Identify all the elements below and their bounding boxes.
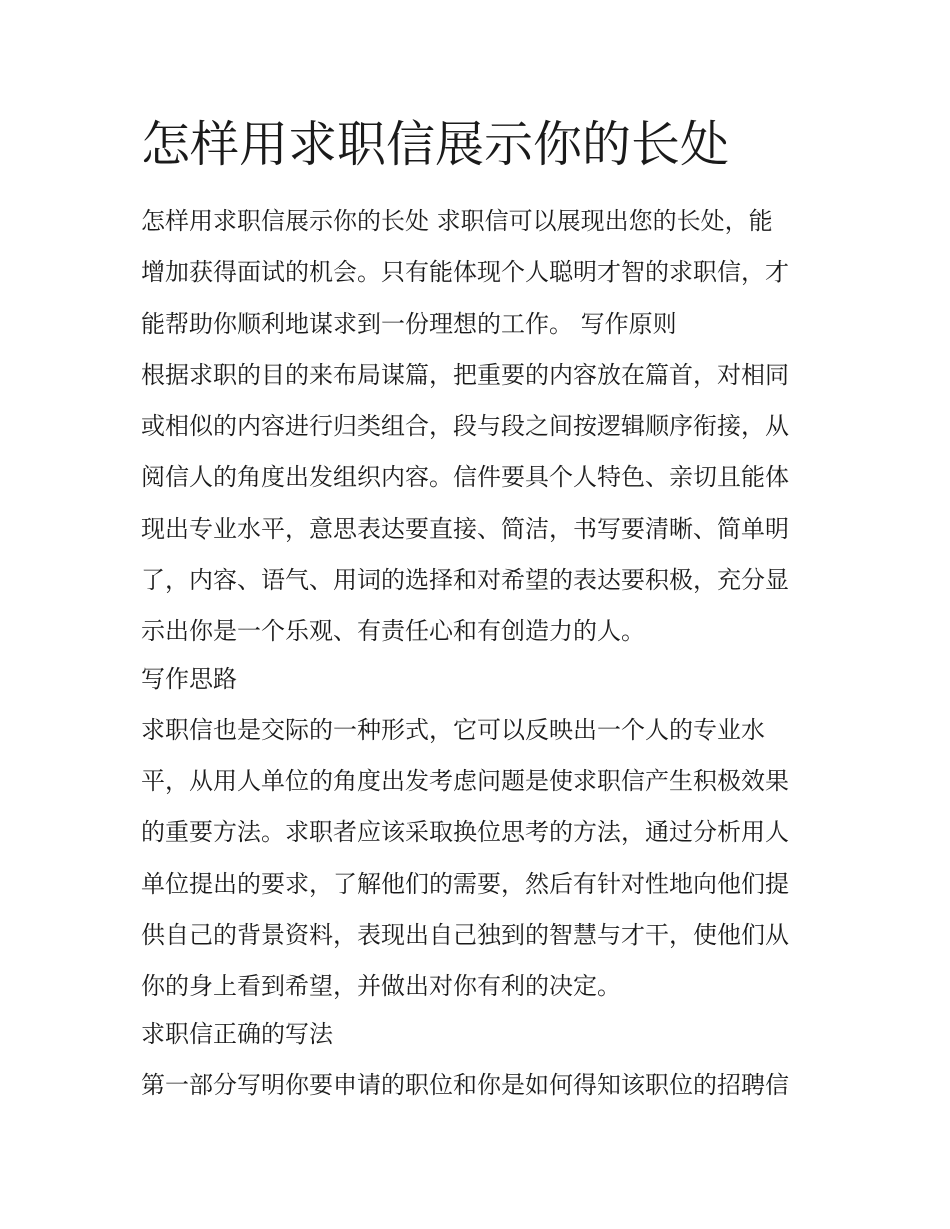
body-line: 供自己的背景资料，表现出自己独到的智慧与才干，使他们从 <box>141 921 789 949</box>
body-line: 的重要方法。求职者应该采取换位思考的方法，通过分析用人 <box>141 818 789 846</box>
section-heading: 求职信正确的写法 <box>141 1020 333 1048</box>
body-line: 增加获得面试的机会。只有能体现个人聪明才智的求职信，才 <box>141 258 789 286</box>
body-line: 单位提出的要求，了解他们的需要，然后有针对性地向他们提 <box>141 870 789 898</box>
body-line: 或相似的内容进行归类组合，段与段之间按逻辑顺序衔接，从 <box>141 412 789 440</box>
body-line: 现出专业水平，意思表达要直接、简洁，书写要清晰、简单明 <box>141 515 789 543</box>
body-line: 能帮助你顺利地谋求到一份理想的工作。 写作原则 <box>141 310 677 338</box>
section-heading: 写作思路 <box>141 665 237 693</box>
body-line: 示出你是一个乐观、有责任心和有创造力的人。 <box>141 617 645 645</box>
body-line: 阅信人的角度出发组织内容。信件要具个人特色、亲切且能体 <box>141 463 789 491</box>
page-title: 怎样用求职信展示你的长处 <box>141 116 730 173</box>
body-line: 根据求职的目的来布局谋篇，把重要的内容放在篇首，对相同 <box>141 361 789 389</box>
body-line: 第一部分写明你要申请的职位和你是如何得知该职位的招聘信 <box>141 1071 789 1099</box>
body-line: 求职信也是交际的一种形式，它可以反映出一个人的专业水 <box>141 716 765 744</box>
body-line: 了，内容、语气、用词的选择和对希望的表达要积极，充分显 <box>141 566 789 594</box>
body-line: 平，从用人单位的角度出发考虑问题是使求职信产生积极效果 <box>141 767 789 795</box>
body-line: 你的身上看到希望，并做出对你有利的决定。 <box>141 972 621 1000</box>
body-line: 怎样用求职信展示你的长处 求职信可以展现出您的长处，能 <box>141 207 773 235</box>
